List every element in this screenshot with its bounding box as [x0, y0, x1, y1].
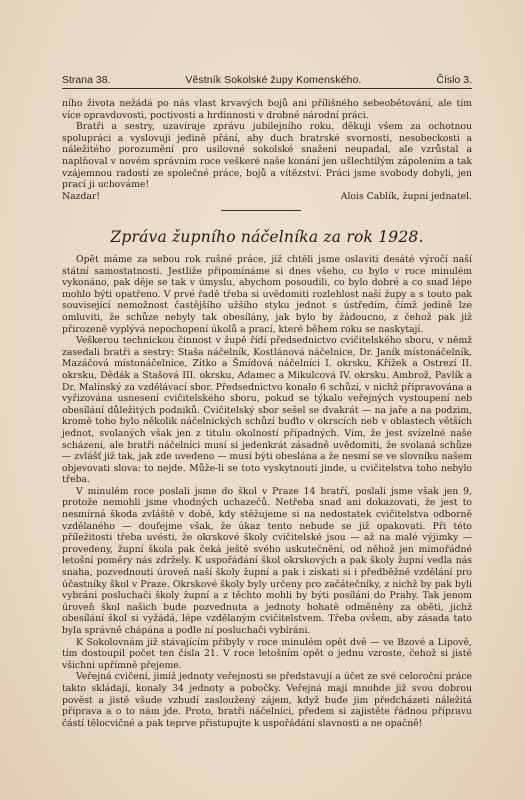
journal-title: Věstník Sokolské župy Komenského.	[185, 74, 362, 86]
page-number: Strana 38.	[62, 74, 111, 86]
article-paragraph-4: K Sokolovnám již stávajícím přibyly v roce minulém opět dvě — ve Bzové a Lipově, tím dostoupil počet ten čísla 21. V roce letošním opět o jednu vzroste, čehož si jistě všichni upřímně přejeme.	[62, 636, 472, 671]
article-title: Zpráva župního náčelníka za rok 1928.	[110, 228, 424, 246]
header-rule	[62, 88, 472, 89]
article-paragraph-2: Veškerou technickou činnost v župě řídí předsednictvo cvičitelského sboru, v němž zasedali bratři a sestry: Staša náčelník, Kostlánová náčelnice, Dr. Janík místonáčelník, Mazáčová místonáčelnice, Zítko a Šmídová náčelníci I. okrsku, Křížek a Ostrezí II. okrsku, Dědák a Stašová III. okrsku, Adamec a Mikulcová IV. okrsku. Ambrož, Pavlík a Dr. Malínský za vzdělávací sbor. Předsednictvo konalo 6 schůzí, v nichž připravována a vyřizována usnesení cvičitelského sboru, pokud se týkalo veřejných vystoupení neb obesílání důležitých podniků. Cvičitelský sbor sešel se dvakrát — na jaře a na podzim, kromě toho bylo několik náčelnických schůzí buďto v okrscích neb v oblastech větších jednot, svolaných však jen z titulu okolností případných. Vím, že jest svízelné naše scházení, ale bratři náčelníci musí si jedenkrát zásadně uvědomiti, že svolaná schůze — zvlášť již tak, jak zde uvedeno — musí býti obeslána a že nesmí se ve slovníku našem objevovati slova: to nejde. Může-li se toto vyskytnouti jinde, u cvičitelstva toho nebylo třeba.	[62, 335, 472, 486]
page-header	[62, 74, 472, 86]
article-paragraph-1: Opět máme za sebou rok rušné práce, jíž chtěli jsme oslaviti desáté výročí naší státní samostatnosti. Jestliže připomínáme si dnes všeho, co bylo v roce minulém vykonáno, pak děje se tak v úmyslu, abychom posoudili, co bylo dobré a co snad lépe mohlo býti opatřeno. V prvé řadě třeba si uvědomiti rozlehlost naší župy a s touto pak související nemožnost častějšího užšího styku jednot s ústředím, čímž jedině lze omluviti, že schůze nebyly tak obesílány, jak bylo by žádoucno, z čehož pak již přirozeně vyplývá nepochopení úkolů a prací, které během roku se naskytají.	[62, 254, 472, 335]
intro-section	[62, 98, 472, 202]
article-paragraph-3: V minulém roce poslali jsme do škol v Praze 14 bratří, poslali jsme však jen 9, protože nemohli jsme vhodných uchazečů. Netřeba snad ani dokazovati, že jest to nesmírná škoda zvláště v době, kdy stěžujeme si na nedostatek cvičitelstva odborně vzdělaného — doufejme však, že úkaz tento nebude se již opakovati. Při této příležitosti třeba uvésti, že okrskové školy cvičitelské jsou — až na malé výjimky — provedeny, župní škola pak čeká ještě svého uskutečnění, od něhož jen mimořádné letošní poměry nás zdržely. K uspořádání škol okrskových a pak školy župní vedla nás snaha, pozvednouti úroveň naší školy župní a pak i získati si i předběžné vzdělání pro účastníky škol v Praze. Okrskové školy byly určeny pro začátečníky, z nichž by pak byli vybráni posluchači školy župní a z těchto mohli by býti posíláni do Prahy. Tak jenom úroveň škol našich bude pozvednuta a jednoty bohatě odměněny za oběti, jichž obesílání škol si vyžádá, lépe vzdělaným cvičitelstvem. Třeba ovšem, aby zásada tato byla správně chápána a podle ní posluchači vybíráni.	[62, 485, 472, 636]
article-body	[62, 254, 472, 729]
signature-line	[62, 191, 472, 203]
issue-number: Číslo 3.	[436, 74, 472, 86]
intro-paragraph-1: ního života nežádá po nás vlast krvavých bojů ani přílišného sebeobětování, ale tím více opravdovosti, poctivosti a hrdinnosti v drobné národní práci.	[62, 98, 472, 121]
intro-paragraph-2: Bratři a sestry, uzavíraje zprávu jubilejního roku, děkuji všem za ochotnou spolupráci a vyslovuji jedině přání, aby duch bratrské svornosti, nesobeckosti a náležitého porozumění pro usilovné sokolské snažení neupadal, ale vzrůstal a naplňoval v novém správním roce veškeré naše konání jen ušlechtilým zápolením a tak vzájemnou radostí ze společné práce, bojů a vítězství. Práci jsme svobody dobyli, jen prací ji uchováme!	[62, 121, 472, 191]
article-paragraph-5: Veřejná cvičení, jimiž jednoty veřejnosti se představují a účet ze své celoroční práce takto skládají, konaly 34 jednoty a pobočky. Veřejná mají mnohde již svou dobrou pověst a jistě všude vzbudí zasloužený zájem, když bude jim předcházeti náležitá příprava a o to nám jde. Proto, bratři náčelníci, předem si zajistěte řádnou přípravu částí tělocvičné a pak teprve přistupujte k uspořádání slavnosti a ne opačně!	[62, 671, 472, 729]
section-divider	[221, 210, 301, 211]
signature: Alois Cablík, župní jednatel.	[340, 190, 472, 202]
greeting: Nazdar!	[62, 190, 101, 202]
